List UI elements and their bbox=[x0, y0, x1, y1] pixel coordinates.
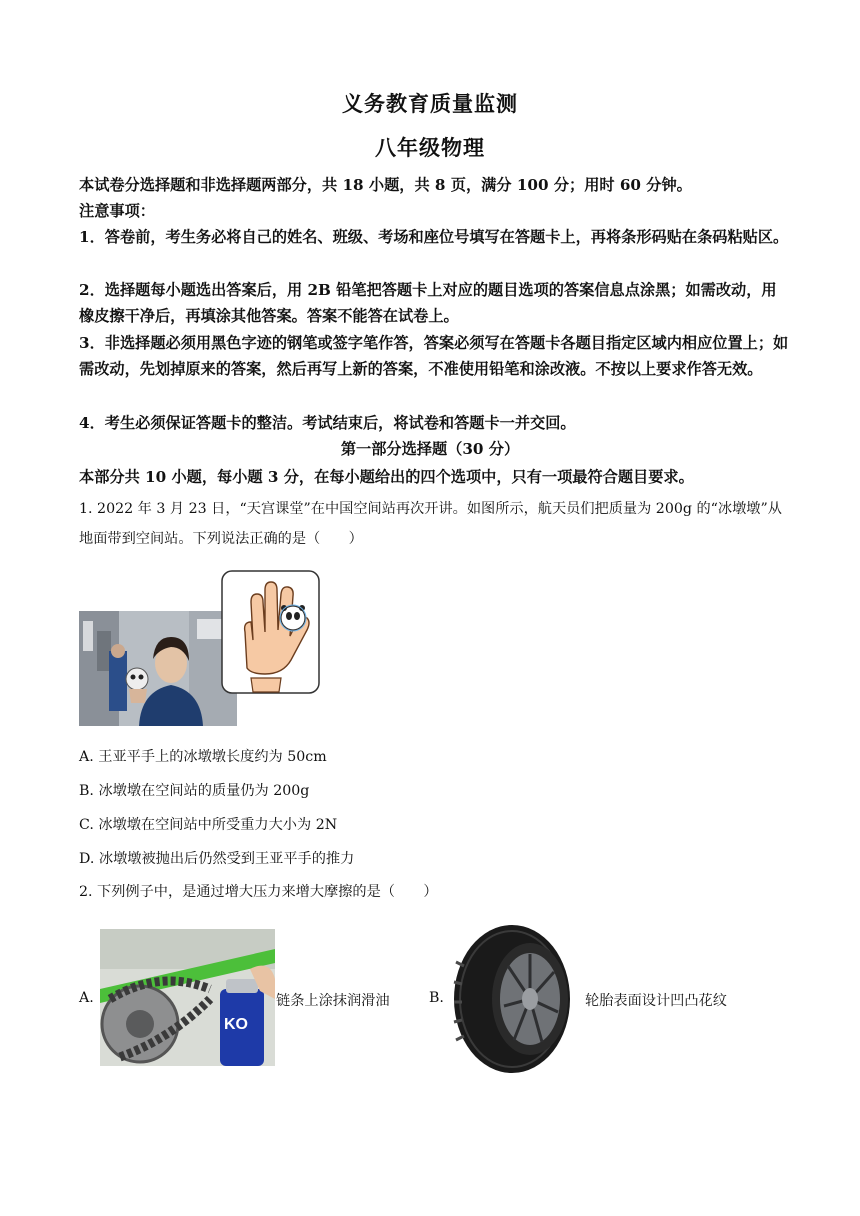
q1-option-c: C. 冰墩墩在空间站中所受重力大小为 2N bbox=[79, 817, 338, 833]
q2-option-a-text: 链条上涂抹润滑油 bbox=[276, 993, 390, 1009]
q1-option-b: B. 冰墩墩在空间站的质量仍为 200g bbox=[79, 783, 310, 799]
notice-heading: 注意事项： bbox=[79, 202, 155, 220]
tire-photo bbox=[450, 922, 583, 1076]
notice-item-1: 1．答卷前，考生务必将自己的姓名、班级、考场和座位号填写在答题卡上，再将条形码贴在条码粘贴区。 bbox=[79, 228, 789, 246]
part1-instruction: 本部分共 10 小题，每小题 3 分，在每小题给出的四个选项中，只有一项最符合题目要求。 bbox=[79, 468, 694, 486]
exam-title: 义务教育质量监测 bbox=[342, 91, 518, 116]
q1-option-d: D. 冰墩墩被抛出后仍然受到王亚平手的推力 bbox=[79, 851, 355, 867]
astronaut-photo bbox=[79, 611, 237, 726]
chain-lube-photo-svg bbox=[100, 929, 275, 1066]
chain-lube-photo bbox=[100, 929, 275, 1066]
notice-item-4: 4．考生必须保证答题卡的整洁。考试结束后，将试卷和答题卡一并交回。 bbox=[79, 414, 576, 432]
tire-photo-svg bbox=[450, 922, 583, 1076]
notice-item-3: 3．非选择题必须用黑色字迹的钢笔或签字笔作答，答案必须写在答题卡各题目指定区域内相应位置上；如需改动，先划掉原来的答案，然后再写上新的答案，不准使用铅笔和涂改液。不按以上要求作答无效。 bbox=[79, 334, 789, 378]
exam-subtitle: 八年级物理 bbox=[375, 135, 485, 160]
q2-stem: 2. 下列例子中，是通过增大压力来增大摩擦的是（ ） bbox=[79, 884, 438, 900]
q1-stem: 1. 2022 年 3 月 23 日，“天宫课堂”在中国空间站再次开讲。如图所示，航天员们把质量为 200g 的“冰墩墩”从地面带到空间站。下列说法正确的是（ ） bbox=[79, 501, 782, 547]
part1-heading: 第一部分选择题（30 分） bbox=[340, 440, 520, 458]
q1-option-a: A. 王亚平手上的冰墩墩长度约为 50cm bbox=[79, 749, 327, 765]
hand-cartoon-svg bbox=[221, 570, 320, 694]
q2-option-b-letter: B. bbox=[429, 990, 444, 1006]
q2-option-b-text: 轮胎表面设计凹凸花纹 bbox=[585, 993, 727, 1009]
spray-can-brand: KO bbox=[224, 1016, 248, 1033]
notice-item-2: 2．选择题每小题选出答案后，用 2B 铅笔把答题卡上对应的题目选项的答案信息点涂黑；如需改动，用橡皮擦干净后，再填涂其他答案。答案不能答在试卷上。 bbox=[79, 281, 777, 325]
intro-summary: 本试卷分选择题和非选择题两部分，共 18 小题，共 8 页，满分 100 分；用时 60 分钟。 bbox=[79, 176, 692, 194]
hand-cartoon bbox=[221, 570, 320, 694]
q2-option-a-letter: A. bbox=[79, 990, 94, 1006]
astronaut-photo-svg bbox=[79, 611, 237, 726]
